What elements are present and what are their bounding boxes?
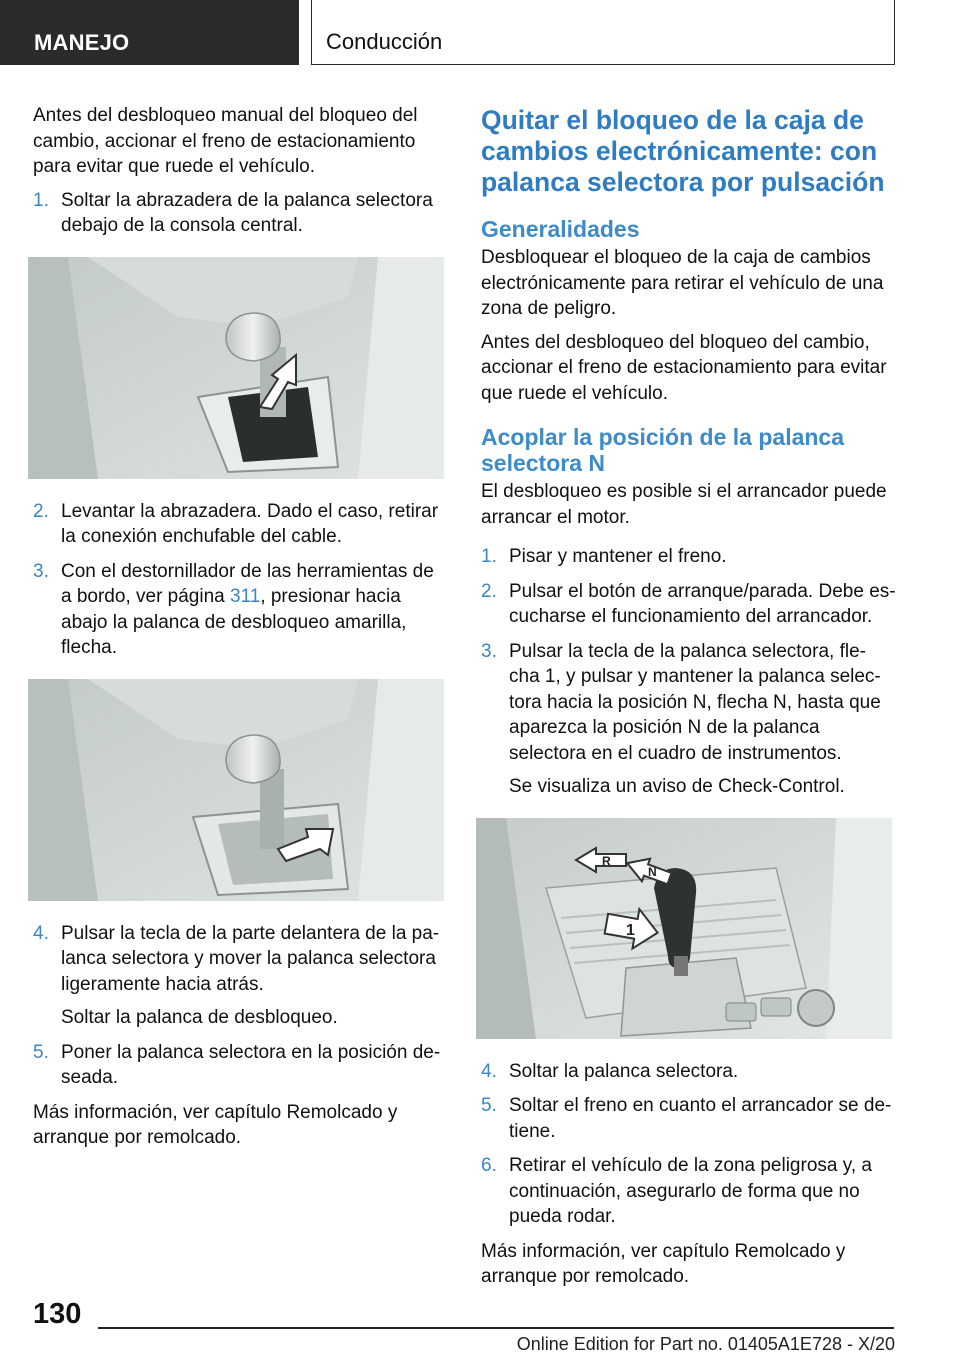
right-column [481, 103, 897, 1298]
step-number: 1. [33, 189, 49, 211]
r-outro-paragraph: Más información, ver capítulo Remolcado y arranque por remolcado. [481, 1240, 846, 1287]
step-number: 4. [33, 922, 49, 944]
outro-paragraph: Más información, ver capítulo Remolcado y arranque por remolcado. [33, 1101, 398, 1148]
step-text: Pulsar la tecla de la parte delantera de la pa‐ lanca selectora y mover la palanca selectora ligeramente hacia atrás. [61, 922, 440, 995]
r-step-4 [481, 1059, 897, 1085]
step-number: 3. [481, 640, 497, 662]
step-number: 6. [481, 1155, 497, 1176]
arrow-r-label: R [602, 853, 611, 868]
step-number: 1. [481, 546, 497, 567]
page-number: 130 [33, 1298, 82, 1330]
figure-release-lever [28, 679, 444, 901]
general-paragraph-1: Desbloquear el bloqueo de la caja de cambios electrónicamente para retirar el vehículo de una zona de peligro. [481, 247, 884, 319]
step-text [61, 561, 434, 659]
gear-lever-illustration [28, 257, 444, 479]
step-text: Soltar la palanca selectora. [509, 1060, 739, 1082]
step-text-part: , presionar hacia abajo la palanca de desbloqueo amarilla, flecha. [61, 586, 407, 658]
step-text: Retirar el vehículo de la zona peligrosa y, a continuación, asegurarlo de forma que no pueda rodar. [509, 1155, 872, 1227]
step-1 [33, 188, 445, 239]
arrow-n-label: N [648, 864, 657, 879]
page-reference-link[interactable]: 311 [230, 586, 261, 607]
step-text: Soltar la abrazadera de la palanca selectora debajo de la consola central. [61, 189, 433, 236]
step-2 [33, 499, 445, 550]
general-heading: Generalidades [481, 216, 640, 242]
figure-selector-lever [476, 818, 892, 1039]
step-text: Pulsar el botón de arranque/parada. Debe es‐ cucharse el funcionamiento del arrancador. [509, 580, 896, 627]
arrow-1-label: 1 [626, 921, 635, 939]
step-text-part: Con el destornillador de las herramientas de a bordo, ver página [61, 560, 434, 607]
step-number: 3. [33, 560, 49, 582]
figure-gear-lever-clamp [28, 257, 444, 479]
section-title: Quitar el bloqueo de la caja de cambios electrónicamente: con palanca selectora por pulsación [481, 105, 885, 197]
step-subtext: Se visualiza un aviso de Check-Control. [509, 776, 845, 797]
step-number: 2. [33, 500, 49, 522]
left-column [33, 103, 445, 1159]
step-3 [33, 559, 445, 661]
general-paragraph-2: Antes del desbloqueo del bloqueo del cambio, accionar el freno de estacionamiento para evitar que ruede el vehículo. [481, 331, 887, 404]
step-text: Pisar y mantener el freno. [509, 546, 727, 567]
intro-paragraph: Antes del desbloqueo manual del bloqueo del cambio, accionar el freno de estacionamiento para evitar que ruede el vehículo. [33, 105, 418, 177]
r-step-1 [481, 544, 897, 570]
chapter-title: Conducción [311, 0, 895, 65]
r-step-2 [481, 579, 897, 630]
step-text: Poner la palanca selectora en la posición de‐ seada. [61, 1041, 441, 1088]
step-subtext: Soltar la palanca de desbloqueo. [61, 1007, 338, 1028]
selector-lever-illustration [476, 818, 892, 1039]
step-number: 5. [33, 1041, 49, 1063]
r-step-5 [481, 1093, 897, 1144]
step-4 [33, 921, 445, 1031]
r-step-6 [481, 1153, 897, 1230]
step-text: Soltar el freno en cuanto el arrancador se de‐ tiene. [509, 1095, 892, 1142]
step-number: 5. [481, 1095, 497, 1116]
edition-note: Online Edition for Part no. 01405A1E728 - X/20 [516, 1334, 895, 1354]
neutral-intro: El desbloqueo es posible si el arrancador puede arrancar el motor. [481, 481, 887, 528]
step-number: 2. [481, 580, 497, 602]
r-step-3 [481, 639, 897, 800]
step-text: Levantar la abrazadera. Dado el caso, retirar la conexión enchufable del cable. [61, 500, 439, 547]
step-text: Pulsar la tecla de la palanca selectora, fle‐ cha 1, y pulsar y mantener la palanca selec‐ tora hacia la posición N, flecha N, hasta que aparezca la posición N de la palanca selectora en el cuadro de instrumentos. [509, 640, 881, 764]
section-tab: MANEJO [0, 0, 299, 65]
step-5 [33, 1040, 445, 1091]
footer-divider [98, 1327, 894, 1329]
neutral-heading: Acoplar la posición de la palanca selectora N [481, 424, 845, 476]
step-number: 4. [481, 1060, 497, 1082]
release-lever-illustration [28, 679, 444, 901]
